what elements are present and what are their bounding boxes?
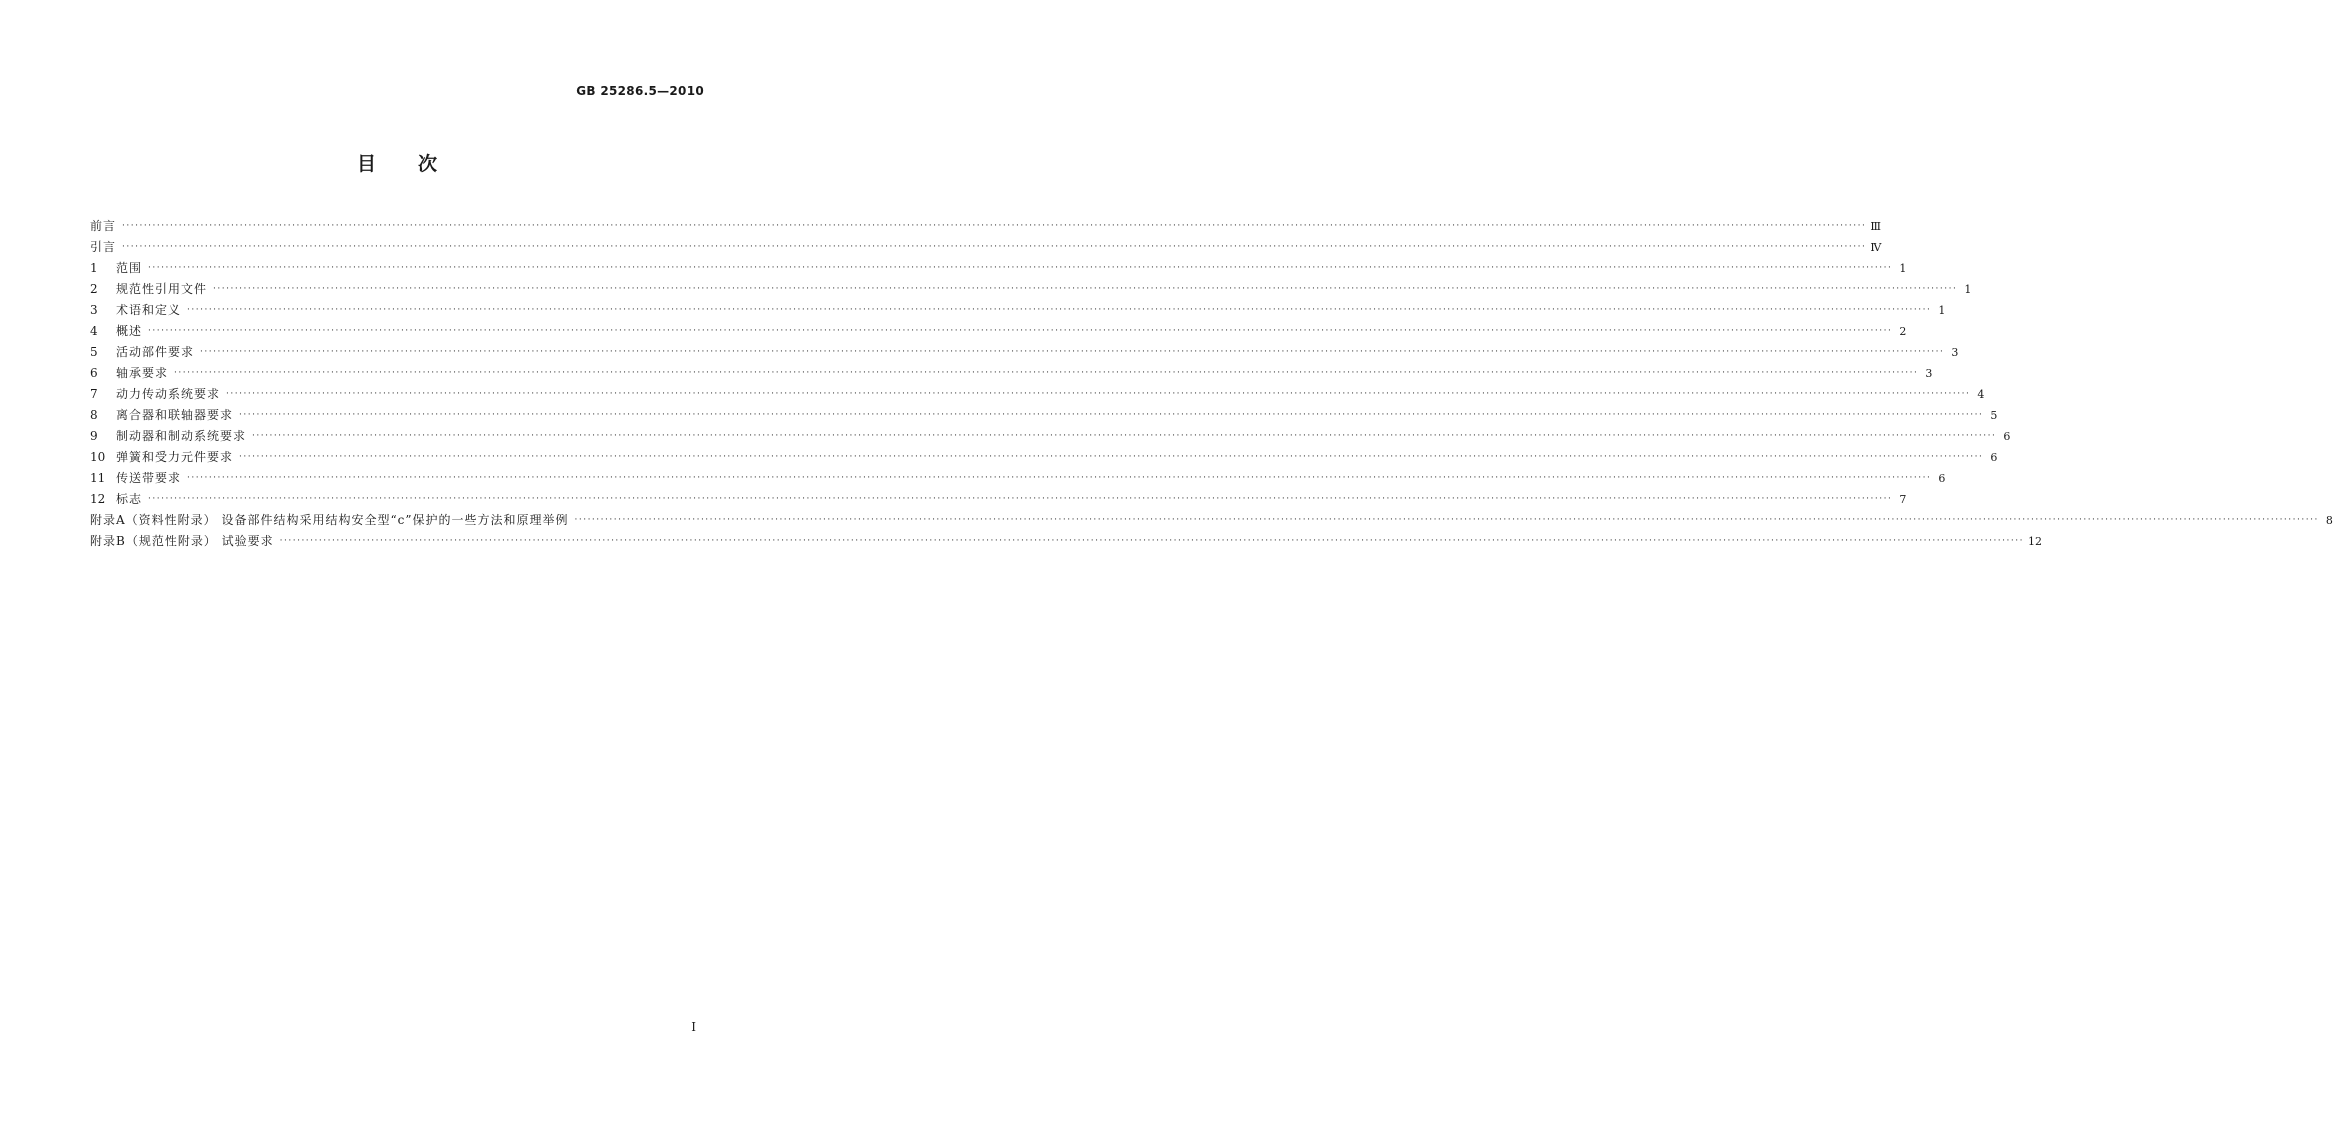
toc-entry-6[interactable] [90,363,1933,384]
leader-dots: ················································································································································································································································································································································································································ [122,221,1867,231]
toc-entry-number: 4 [90,324,98,338]
toc-entry-11[interactable] [90,468,1946,489]
toc-entry-foreword[interactable] [90,216,1881,237]
toc-entry-title: 离合器和联轴器要求 [116,408,234,422]
toc-entry-number: 11 [90,471,106,485]
toc-entry-page: 6 [1990,451,1998,464]
toc-entry-page: 12 [2027,535,2042,548]
toc-entry-1[interactable] [90,258,1907,279]
title-char-1: 目 [356,153,376,175]
toc-entry-title: 概述 [116,324,143,338]
toc-entry-7[interactable] [90,384,1985,405]
toc-entry-number: 8 [90,408,98,422]
toc-entry-page: 8 [2325,514,2333,527]
leader-dots: ················································································································································································································································································································································································································ [252,431,1997,441]
toc-entry-number: 9 [90,429,98,443]
leader-dots: ················································································································································································································································································································································································································ [213,284,1958,294]
toc-entry-10[interactable] [90,447,1998,468]
toc-entry-title: 活动部件要求 [116,345,195,359]
title-char-2: 次 [418,153,438,175]
toc-entry-annex-a[interactable] [90,510,2333,531]
leader-dots: ················································································································································································································································································································································································································ [187,305,1932,315]
toc-entry-title: 前言 [90,219,117,233]
toc-entry-title: 制动器和制动系统要求 [116,429,247,443]
toc-entry-page: 4 [1977,388,1985,401]
toc-entry-number: 10 [90,450,106,464]
toc-entry-title: 动力传动系统要求 [116,387,221,401]
leader-dots: ················································································································································································································································································································································································································ [574,515,2319,525]
toc-entry-number: 5 [90,345,98,359]
toc-entry-annex-b[interactable] [90,531,2042,552]
page-title [0,150,794,178]
leader-dots: ················································································································································································································································································································································································································ [239,452,1984,462]
toc-entry-page: 3 [1925,367,1933,380]
toc-entry-page: 7 [1899,493,1907,506]
toc-entry-page: Ⅲ [1870,220,1881,233]
toc-entry-title: 附录B（规范性附录） 试验要求 [90,534,274,548]
toc-entry-3[interactable] [90,300,1946,321]
leader-dots: ················································································································································································································································································································································································································ [148,263,1893,273]
page-number: I [691,1020,696,1034]
toc-entry-page: 3 [1951,346,1959,359]
leader-dots: ················································································································································································································································································································································································································ [200,347,1945,357]
toc-entry-12[interactable] [90,489,1907,510]
leader-dots: ················································································································································································································································································································································································································ [226,389,1971,399]
leader-dots: ················································································································································································································································································································································································································ [239,410,1984,420]
leader-dots: ················································································································································································································································································································································································································ [122,242,1867,252]
standard-number: GB 25286.5—2010 [576,84,704,98]
toc-entry-page: 2 [1899,325,1907,338]
toc-entry-page: 5 [1990,409,1998,422]
toc-entry-title: 弹簧和受力元件要求 [116,450,234,464]
toc-entry-9[interactable] [90,426,2011,447]
toc-entry-title: 规范性引用文件 [116,282,208,296]
leader-dots: ················································································································································································································································································································································································································ [174,368,1919,378]
toc-entry-number: 7 [90,387,98,401]
toc-entry-page: 6 [1938,472,1946,485]
toc-entry-number: 1 [90,261,98,275]
toc-entry-title: 引言 [90,240,117,254]
toc-entry-title: 传送带要求 [116,471,182,485]
toc-entry-2[interactable] [90,279,1972,300]
toc-entry-page: 1 [1938,304,1946,317]
toc-entry-title: 标志 [116,492,143,506]
toc-entry-title: 术语和定义 [116,303,182,317]
toc-entry-page: 1 [1964,283,1972,296]
toc-entry-title: 轴承要求 [116,366,169,380]
toc-entry-title: 范围 [116,261,143,275]
leader-dots: ················································································································································································································································································································································································································ [148,326,1893,336]
toc-entry-introduction[interactable] [90,237,1882,258]
leader-dots: ················································································································································································································································································································································································································ [279,536,2024,546]
toc-entry-title: 附录A（资料性附录） 设备部件结构采用结构安全型“c”保护的一些方法和原理举例 [90,513,569,527]
table-of-contents [90,216,2333,552]
toc-entry-8[interactable] [90,405,1998,426]
toc-entry-page: 1 [1899,262,1907,275]
toc-entry-number: 12 [90,492,106,506]
toc-entry-number: 6 [90,366,98,380]
toc-entry-5[interactable] [90,342,1959,363]
leader-dots: ················································································································································································································································································································································································································ [187,473,1932,483]
toc-entry-page: Ⅳ [1870,241,1882,254]
toc-entry-4[interactable] [90,321,1907,342]
toc-entry-number: 2 [90,282,98,296]
toc-entry-page: 6 [2003,430,2011,443]
toc-entry-number: 3 [90,303,98,317]
leader-dots: ················································································································································································································································································································································································································ [148,494,1893,504]
